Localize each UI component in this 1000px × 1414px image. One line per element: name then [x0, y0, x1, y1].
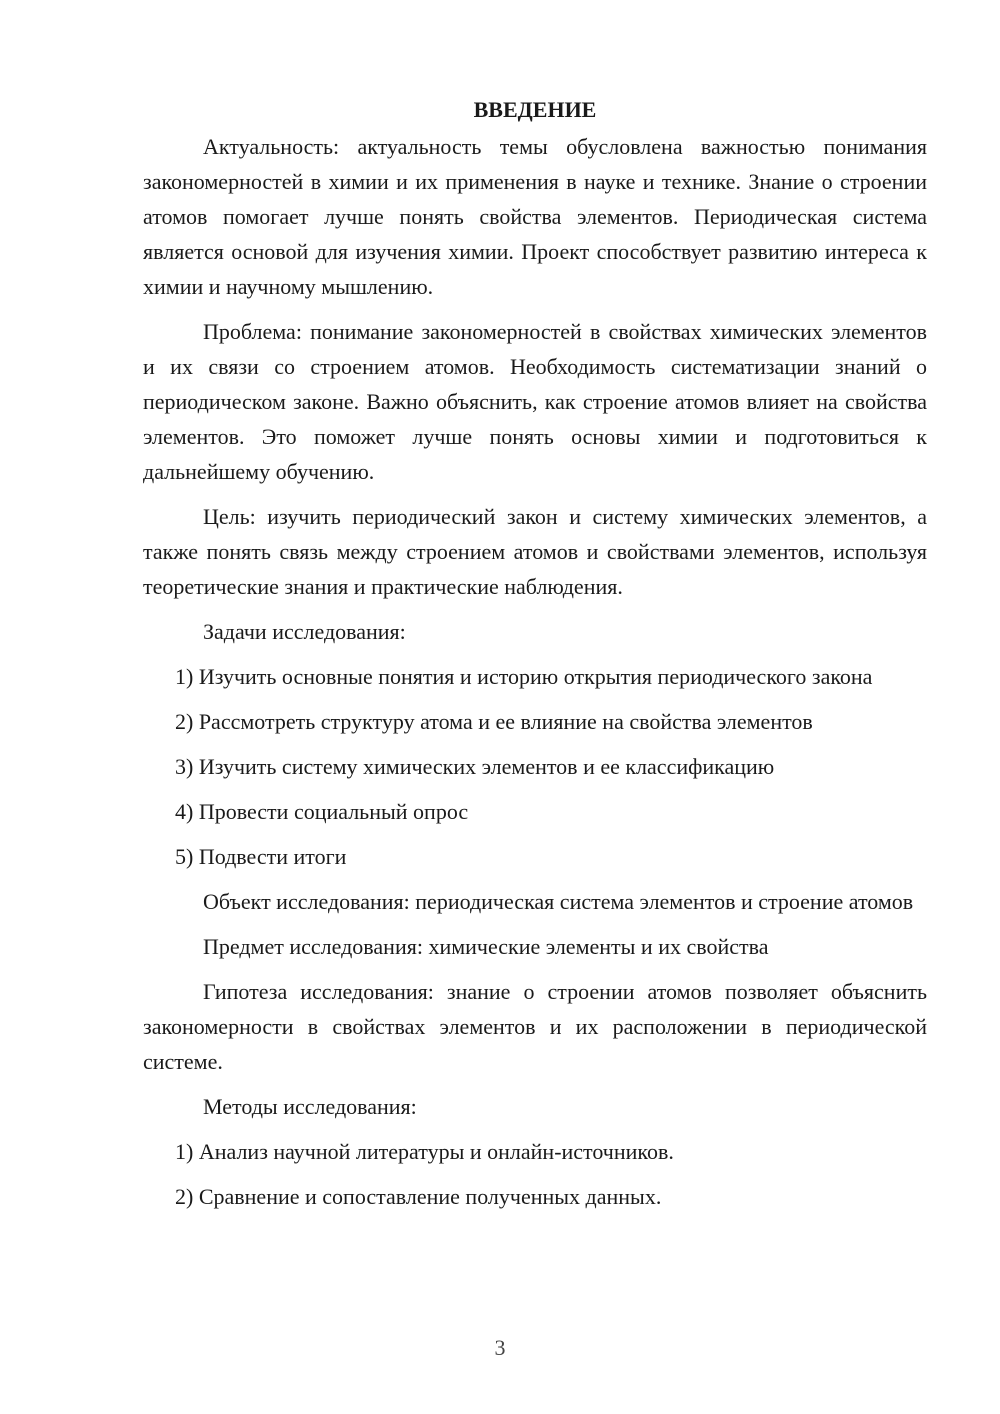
task-item: 5) Подвести итоги [175, 844, 347, 869]
task-item: 3) Изучить систему химических элементов и ее классификацию [175, 754, 775, 779]
page-title: ВВЕДЕНИЕ [473, 97, 597, 122]
paragraph-problem: Проблема: понимание закономерностей в свойствах химических элементов и их связи со строением атомов. Необходимость систематизации знаний о периодическом законе. Важно объяснить, как строение атомов влияет на свойства элементов. Это поможет лучше понять основы химии и подготовиться к дальнейшему обучению. [143, 319, 927, 484]
method-item: 2) Сравнение и сопоставление полученных данных. [175, 1184, 662, 1209]
paragraph-hypothesis: Гипотеза исследования: знание о строении атомов позволяет объяснить закономерности в свойствах элементов и их расположении в периодической системе. [143, 979, 927, 1074]
paragraph-object: Объект исследования: периодическая система элементов и строение атомов [203, 889, 914, 914]
page-number: 3 [494, 1335, 506, 1360]
method-item: 1) Анализ научной литературы и онлайн-источников. [175, 1139, 674, 1164]
page-body [143, 92, 927, 1224]
methods-heading: Методы исследования: [203, 1094, 417, 1119]
paragraph-relevance: Актуальность: актуальность темы обусловлена важностью понимания закономерностей в химии и их применения в науке и технике. Знание о строении атомов помогает лучше понять свойства элементов. Периодическая система является основой для изучения химии. Проект способствует развитию интереса к химии и научному мышлению. [143, 134, 927, 299]
task-item: 1) Изучить основные понятия и историю открытия периодического закона [175, 664, 873, 689]
tasks-heading: Задачи исследования: [203, 619, 406, 644]
paragraph-goal: Цель: изучить периодический закон и систему химических элементов, а также понять связь между строением атомов и свойствами элементов, используя теоретические знания и практические наблюдения. [143, 504, 927, 599]
task-item: 2) Рассмотреть структуру атома и ее влияние на свойства элементов [175, 709, 813, 734]
task-item: 4) Провести социальный опрос [175, 799, 469, 824]
paragraph-subject: Предмет исследования: химические элементы и их свойства [203, 934, 769, 959]
